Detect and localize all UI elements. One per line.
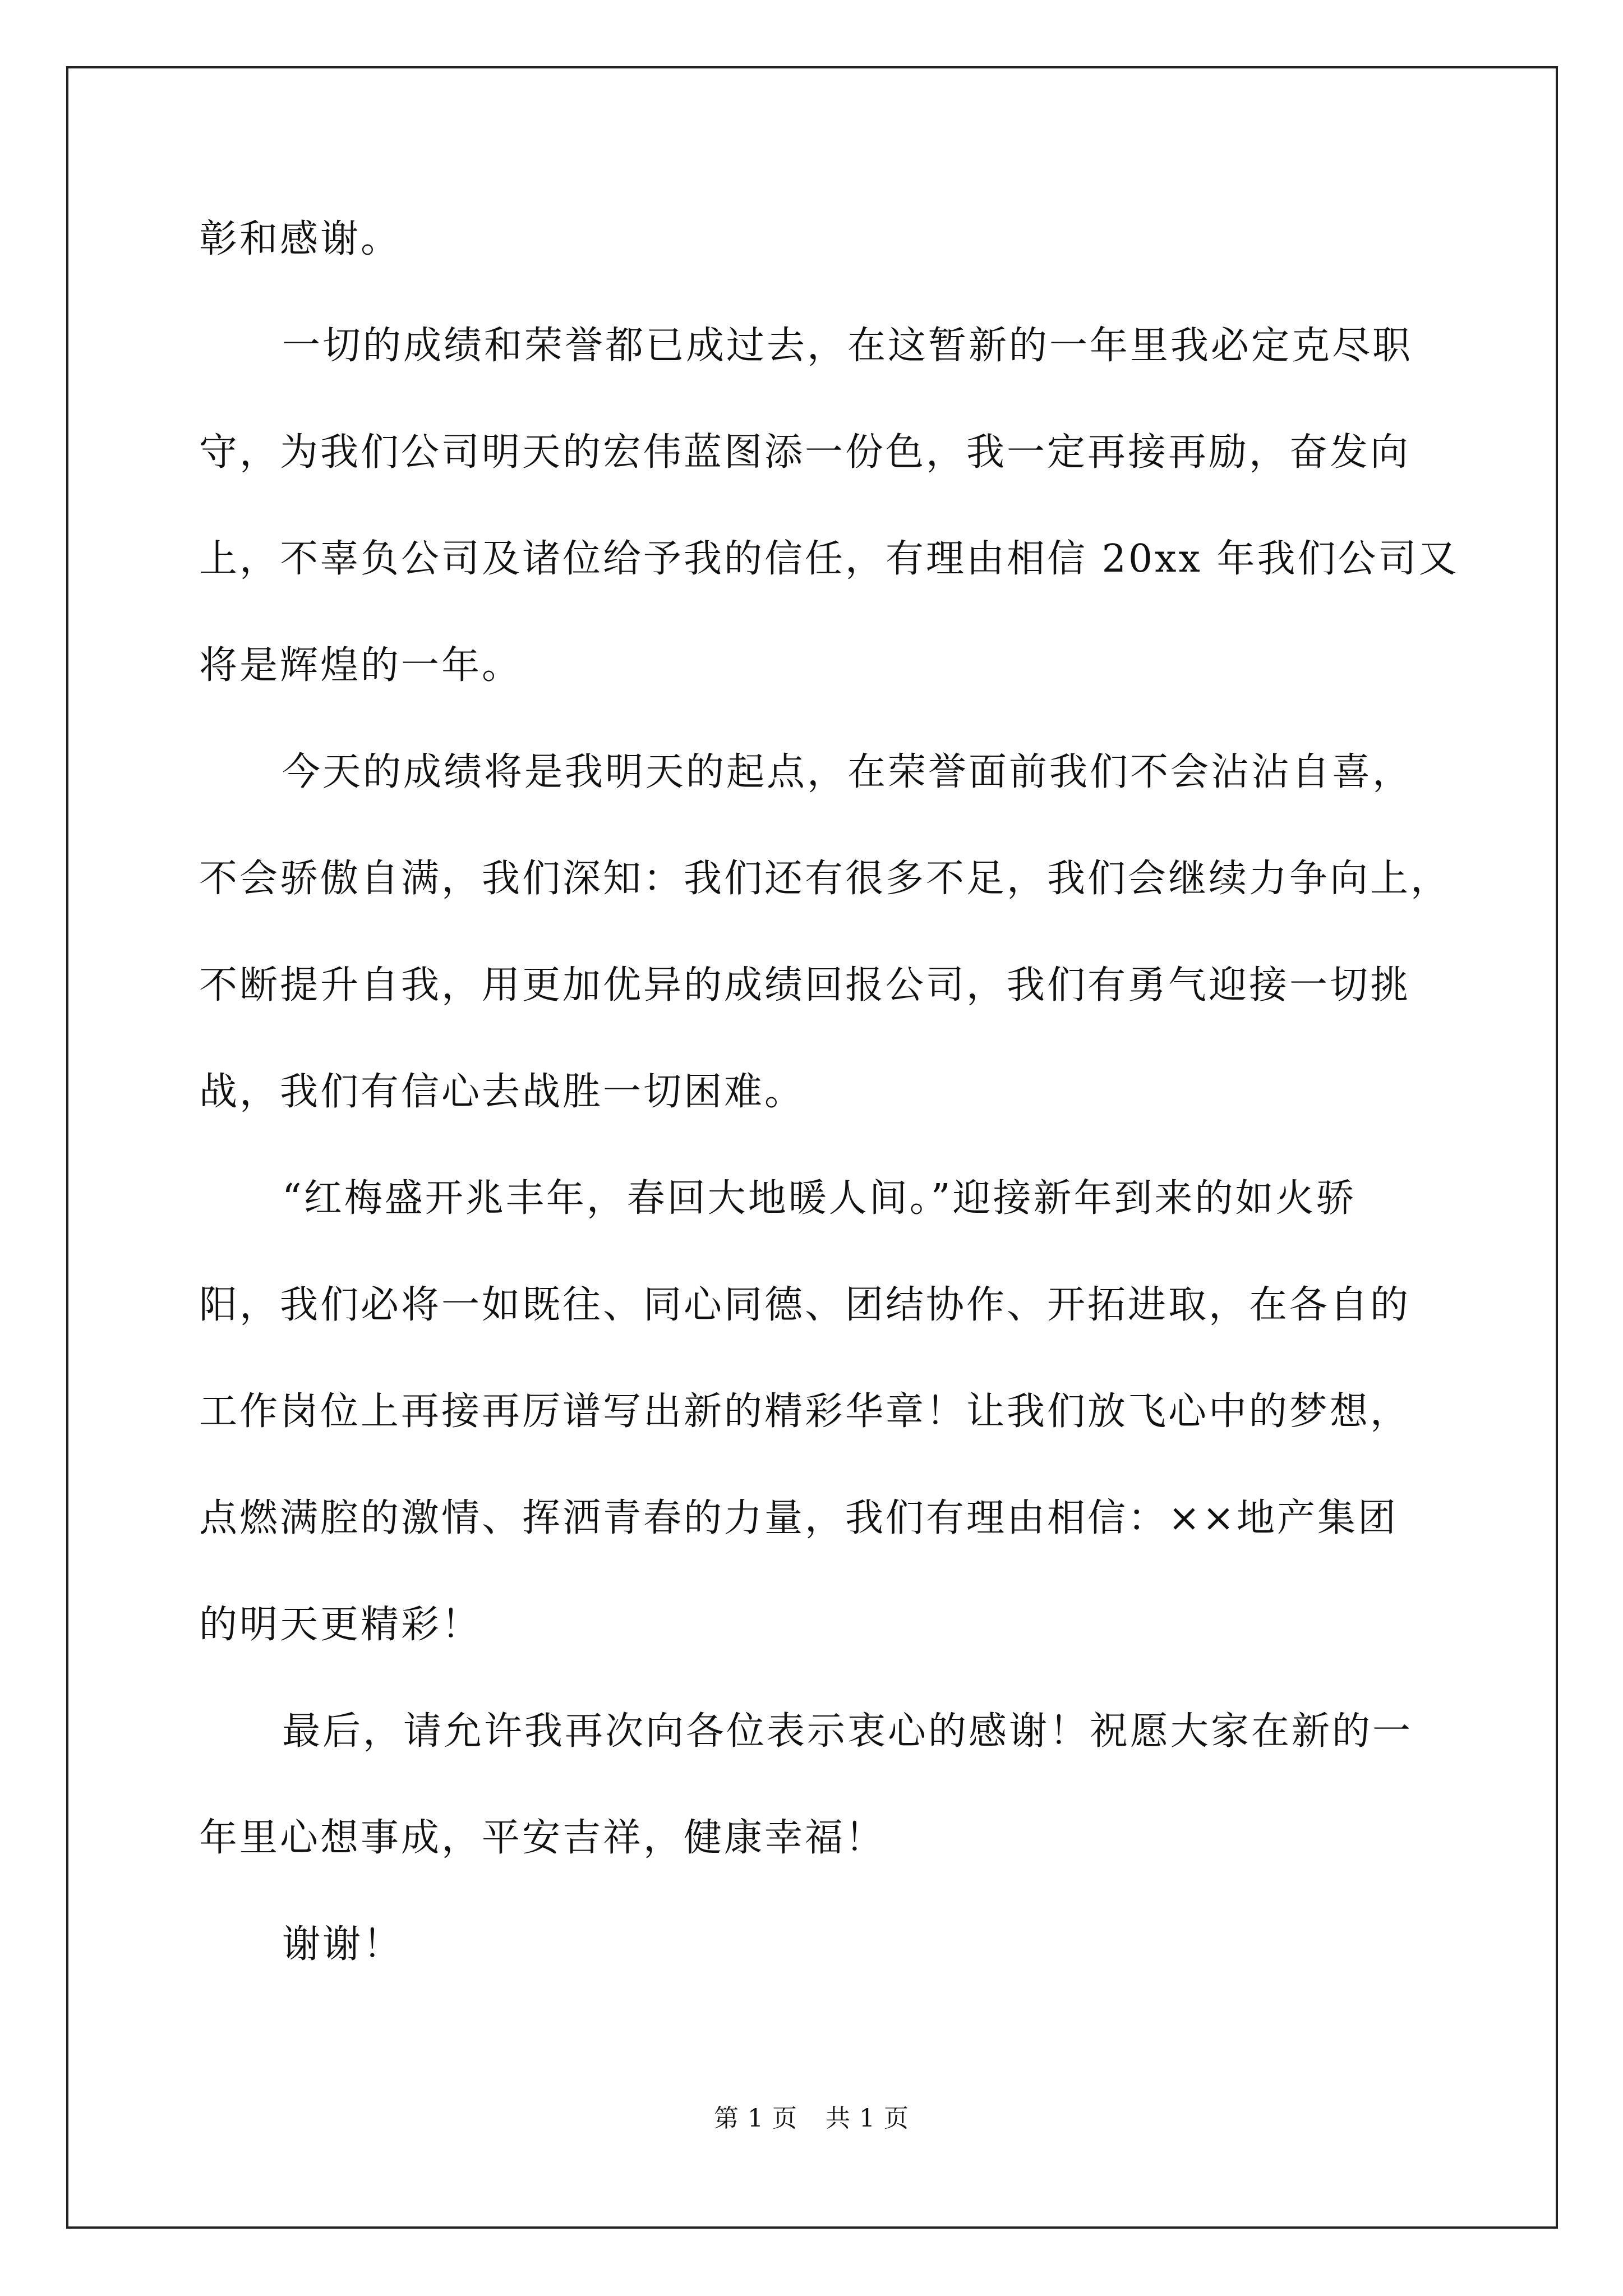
text-line: 工作岗位上再接再厉谱写出新的精彩华章！让我们放飞心中的梦想， [199, 1389, 1411, 1434]
page-footer [0, 2098, 1623, 2134]
text-line: 战，我们有信心去战胜一切困难。 [199, 1070, 805, 1114]
text-line: 不断提升自我，用更加优异的成绩回报公司，我们有勇气迎接一切挑 [199, 963, 1411, 1007]
text-line: 上，不辜负公司及诸位给予我的信任，有理由相信 20xx 年我们公司又 [199, 537, 1459, 581]
paragraph-line: 今天的成绩将是我明天的起点，在荣誉面前我们不会沾沾自喜， [282, 750, 1413, 794]
text-line: 年里心想事成，平安吉祥，健康幸福！ [199, 1816, 886, 1860]
text-line: 守，为我们公司明天的宏伟蓝图添一份色，我一定再接再励，奋发向 [199, 430, 1411, 475]
text-line: 点燃满腔的激情、挥洒青春的力量，我们有理由相信：××地产集团 [199, 1496, 1398, 1540]
paragraph-line: 一切的成绩和荣誉都已成过去，在这暂新的一年里我必定克尽职 [282, 324, 1413, 368]
text-line: 阳，我们必将一如既往、同心同德、团结协作、开拓进取，在各自的 [199, 1283, 1411, 1327]
text-line: 彰和感谢。 [199, 217, 402, 261]
page-border [66, 66, 1558, 2229]
text-line: 的明天更精彩！ [199, 1603, 482, 1647]
page-total: 共 1 页 [826, 2104, 909, 2133]
page-number: 第 1 页 [714, 2104, 797, 2133]
paragraph-line: “红梅盛开兆丰年，春回大地暖人间。”迎接新年到来的如火骄 [282, 1176, 1357, 1221]
text-line: 不会骄傲自满，我们深知：我们还有很多不足，我们会继续力争向上， [199, 857, 1451, 901]
paragraph-line: 谢谢！ [282, 1922, 404, 1967]
paragraph-line: 最后，请允许我再次向各位表示衷心的感谢！祝愿大家在新的一 [282, 1709, 1413, 1754]
text-line: 将是辉煌的一年。 [199, 643, 523, 688]
